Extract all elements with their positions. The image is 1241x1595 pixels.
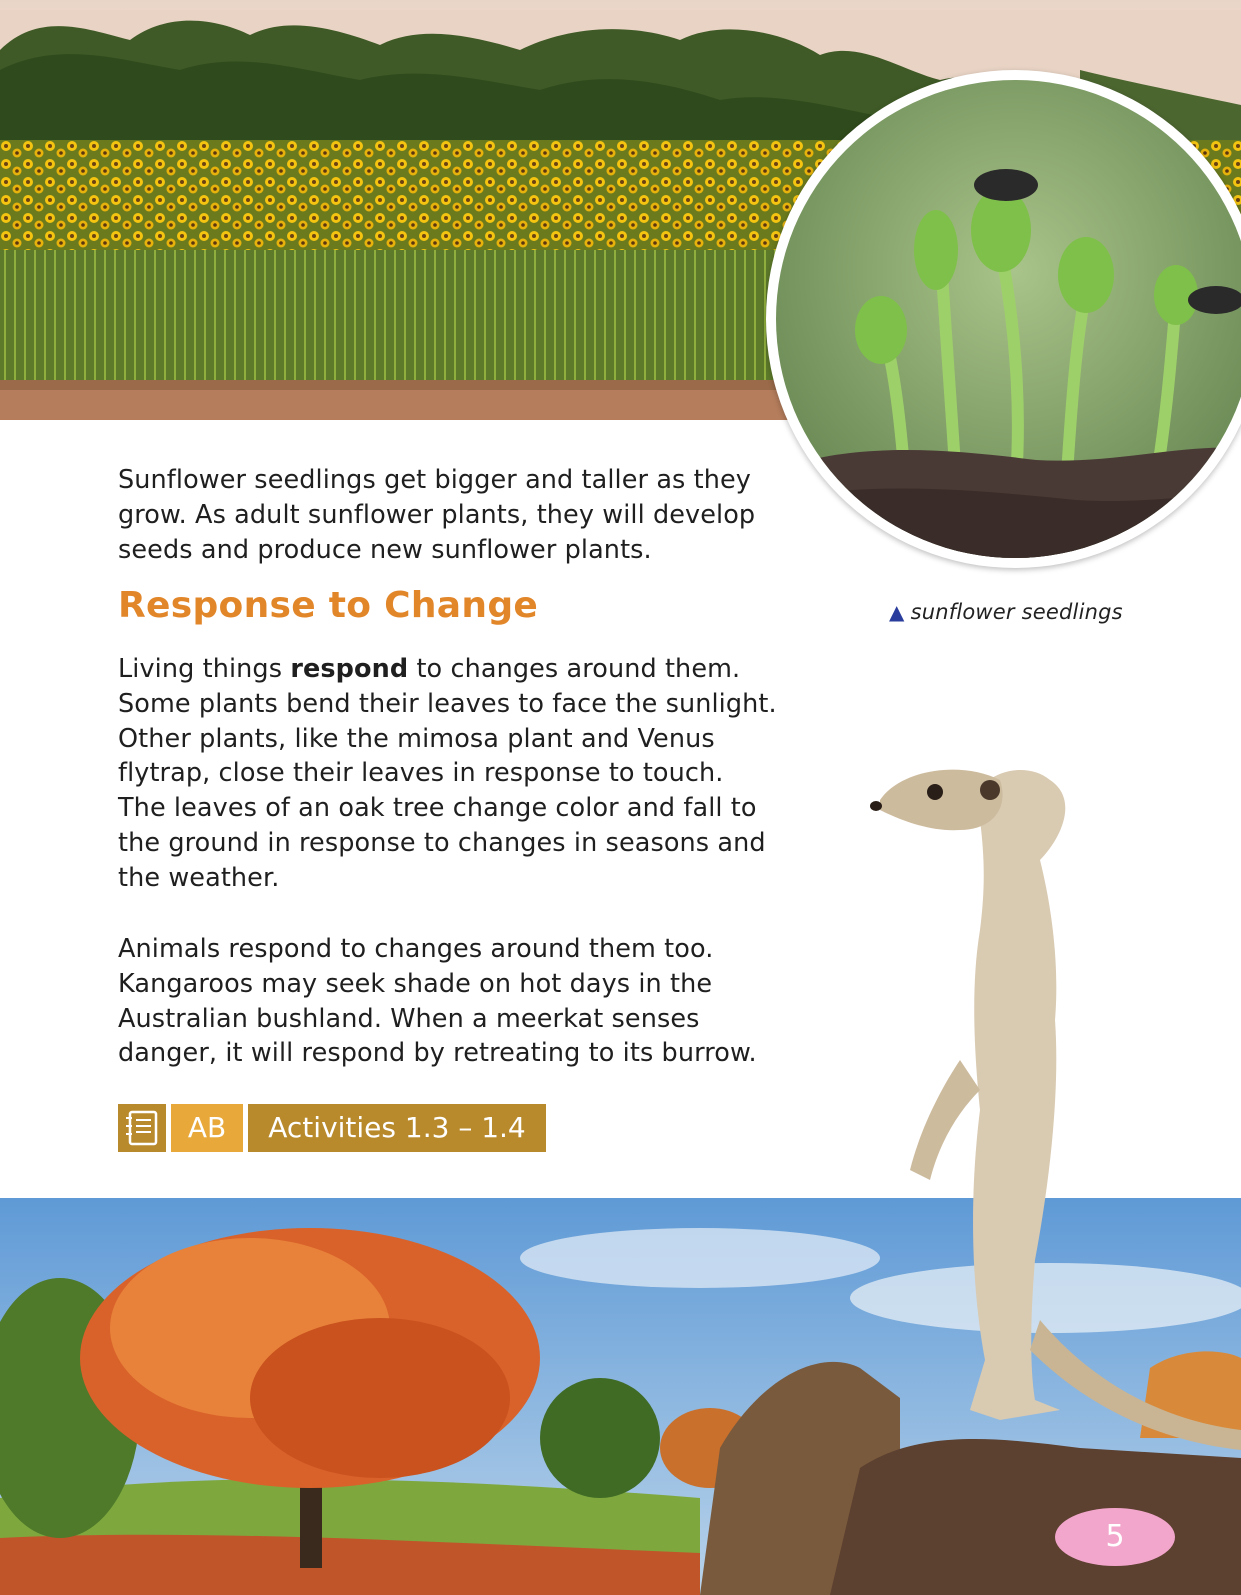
activities-label[interactable]: Activities 1.3 – 1.4: [248, 1104, 546, 1152]
paragraph-seedlings: Sunflower seedlings get bigger and taller as they grow. As adult sunflower plants, they will develop seeds and produce new sunflower plants.: [118, 465, 756, 565]
page-number-badge: 5: [1055, 1508, 1175, 1566]
p2-text-rest: to changes around them. Some plants bend their leaves to face the sunlight. Other plants, like the mimosa plant and Venus flytrap, close their leaves in response to touch. The leaves of an oak tree change color and fall to the ground in response to changes in seasons and the weather.: [118, 654, 777, 893]
seedling-caption: [889, 600, 1123, 624]
paragraph-animals-respond: Animals respond to changes around them too. Kangaroos may seek shade on hot days in the Australian bushland. When a meerkat senses danger, it will respond by retreating to its burrow.: [118, 934, 757, 1069]
activities-notebook-icon[interactable]: [118, 1104, 166, 1152]
section-heading: Response to Change: [118, 585, 539, 626]
seedling-photo-frame: [766, 70, 1241, 568]
paragraph-plants-respond: [118, 652, 778, 896]
seedling-photo: [776, 80, 1241, 558]
activity-book-badge[interactable]: AB: [171, 1104, 243, 1152]
p2-text-start: Living things: [118, 654, 291, 684]
caption-triangle-icon: ▲: [889, 600, 905, 624]
keyword-respond: respond: [290, 654, 409, 684]
meerkat-photo: [860, 760, 1241, 1595]
caption-text: sunflower seedlings: [910, 600, 1123, 624]
notebook-icon: [118, 1104, 166, 1152]
seedling-illustration: [776, 80, 1241, 558]
